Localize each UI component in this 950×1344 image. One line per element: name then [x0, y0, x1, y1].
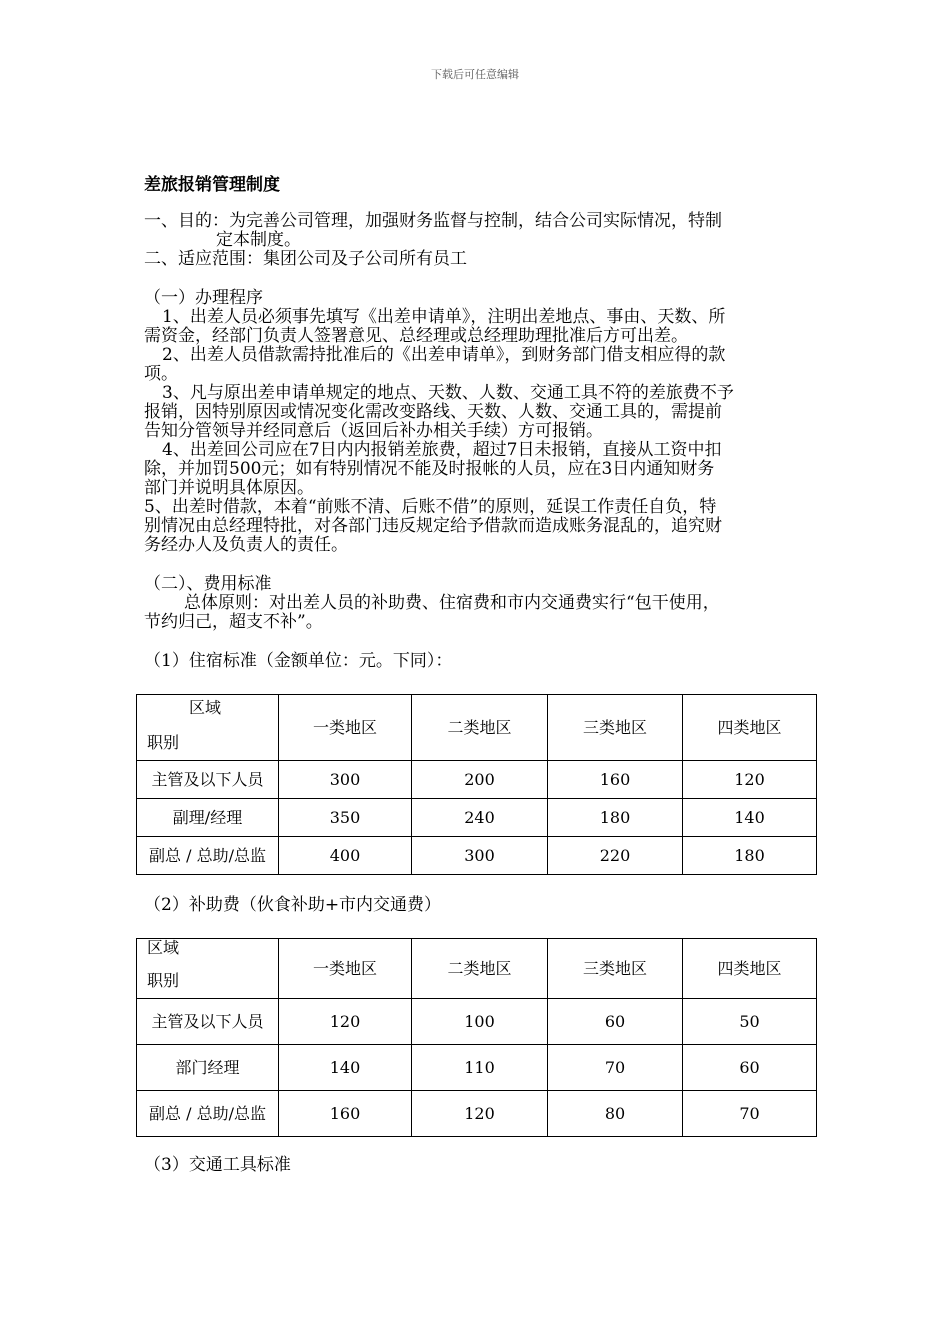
row-role — [137, 1091, 279, 1137]
table-row — [137, 761, 817, 799]
principle-line-1: 总体原则：对出差人员的补助费、住宿费和市内交通费实行“包干使用， — [184, 593, 720, 613]
procedure-line: 2、出差人员借款需持批准后的《出差申请单》，到财务部门借支相应得的款 — [162, 345, 726, 365]
table-cell: 70 — [683, 1091, 817, 1137]
column-header: 三类地区 — [548, 695, 683, 761]
row-role — [137, 837, 279, 875]
table-cell: 140 — [683, 799, 817, 837]
column-header: 四类地区 — [683, 695, 817, 761]
table-header-row — [137, 695, 817, 761]
role-text: 主管及以下人员 — [151, 769, 264, 789]
transport-caption: （3）交通工具标准 — [144, 1155, 291, 1175]
table-cell: 400 — [279, 837, 412, 875]
role-text: 副总 / 总助/总监 — [149, 845, 266, 865]
subsidy-table — [136, 938, 817, 1137]
corner-role-label: 职别 — [147, 733, 180, 752]
corner-region-label: 区域 — [189, 698, 222, 717]
procedure-line: 需资金，经部门负责人签署意见、总经理或总经理助理批准后方可出差。 — [144, 326, 688, 346]
column-header: 二类地区 — [412, 939, 548, 999]
page-title: 差旅报销管理制度 — [144, 175, 280, 195]
role-text: 主管及以下人员 — [151, 1011, 264, 1031]
table-cell: 70 — [548, 1045, 683, 1091]
principle-line-2: 节约归己，超支不补”。 — [144, 612, 323, 632]
table-cell: 180 — [548, 799, 683, 837]
table-header-row — [137, 939, 817, 999]
column-header: 一类地区 — [279, 939, 412, 999]
table-cell: 120 — [683, 761, 817, 799]
table-cell: 100 — [412, 999, 548, 1045]
scope-line: 二、适应范围：集团公司及子公司所有员工 — [144, 249, 467, 269]
corner-role-label: 职别 — [147, 971, 180, 990]
row-role: 部门经理 — [137, 1045, 279, 1091]
table-cell: 180 — [683, 837, 817, 875]
table-row — [137, 1045, 817, 1091]
table-cell: 60 — [548, 999, 683, 1045]
lodging-caption: （1）住宿标准（金额单位：元。下同）： — [144, 651, 453, 671]
table-cell: 50 — [683, 999, 817, 1045]
row-role: 副理/经理 — [137, 799, 279, 837]
table-row — [137, 837, 817, 875]
table-cell: 120 — [412, 1091, 548, 1137]
procedure-line: 项。 — [144, 364, 178, 384]
corner-region-label: 区域 — [147, 938, 180, 957]
row-role — [137, 761, 279, 799]
procedure-line: 报销，因特别原因或情况变化需改变路线、天数、人数、交通工具的，需提前 — [144, 402, 722, 422]
subsidy-caption: （2）补助费（伙食补助+市内交通费） — [144, 895, 442, 915]
standards-heading: （二）、费用标准 — [144, 574, 272, 594]
table-cell: 160 — [548, 761, 683, 799]
procedure-line: 1、出差人员必须事先填写《出差申请单》，注明出差地点、事由、天数、所 — [162, 307, 726, 327]
table-row — [137, 1091, 817, 1137]
page-header: 下载后可任意编辑 — [431, 68, 519, 81]
procedure-line: 5、出差时借款，本着“前账不清、后账不借”的原则，延误工作责任自负，特 — [144, 497, 717, 517]
corner-cell — [137, 939, 279, 999]
column-header: 一类地区 — [279, 695, 412, 761]
table-cell: 240 — [412, 799, 548, 837]
purpose-line-2: 定本制度。 — [216, 230, 301, 250]
column-header: 二类地区 — [412, 695, 548, 761]
table-cell: 60 — [683, 1045, 817, 1091]
column-header: 三类地区 — [548, 939, 683, 999]
row-role — [137, 999, 279, 1045]
table-cell: 300 — [279, 761, 412, 799]
procedure-line: 部门并说明具体原因。 — [144, 478, 314, 498]
table-row — [137, 799, 817, 837]
procedure-line: 告知分管领导并经同意后（返回后补办相关手续）方可报销。 — [144, 421, 603, 441]
procedure-heading: （一）办理程序 — [144, 288, 263, 308]
lodging-table — [136, 694, 817, 875]
table-cell: 200 — [412, 761, 548, 799]
table-cell: 160 — [279, 1091, 412, 1137]
role-text: 副总 / 总助/总监 — [149, 1103, 266, 1123]
table-cell: 300 — [412, 837, 548, 875]
procedure-line: 务经办人及负责人的责任。 — [144, 535, 348, 555]
column-header: 四类地区 — [683, 939, 817, 999]
table-cell: 120 — [279, 999, 412, 1045]
procedure-line: 3、凡与原出差申请单规定的地点、天数、人数、交通工具不符的差旅费不予 — [162, 383, 734, 403]
purpose-line-1: 一、目的：为完善公司管理，加强财务监督与控制，结合公司实际情况，特制 — [144, 211, 722, 231]
procedure-line: 4、出差回公司应在7日内内报销差旅费，超过7日未报销，直接从工资中扣 — [162, 440, 722, 460]
table-cell: 220 — [548, 837, 683, 875]
table-cell: 110 — [412, 1045, 548, 1091]
table-cell: 350 — [279, 799, 412, 837]
procedure-line: 除，并加罚500元；如有特别情况不能及时报帐的人员，应在3日内通知财务 — [144, 459, 715, 479]
procedure-line: 别情况由总经理特批，对各部门违反规定给予借款而造成账务混乱的，追究财 — [144, 516, 722, 536]
table-cell: 80 — [548, 1091, 683, 1137]
table-cell: 140 — [279, 1045, 412, 1091]
corner-cell — [137, 695, 279, 761]
table-row — [137, 999, 817, 1045]
